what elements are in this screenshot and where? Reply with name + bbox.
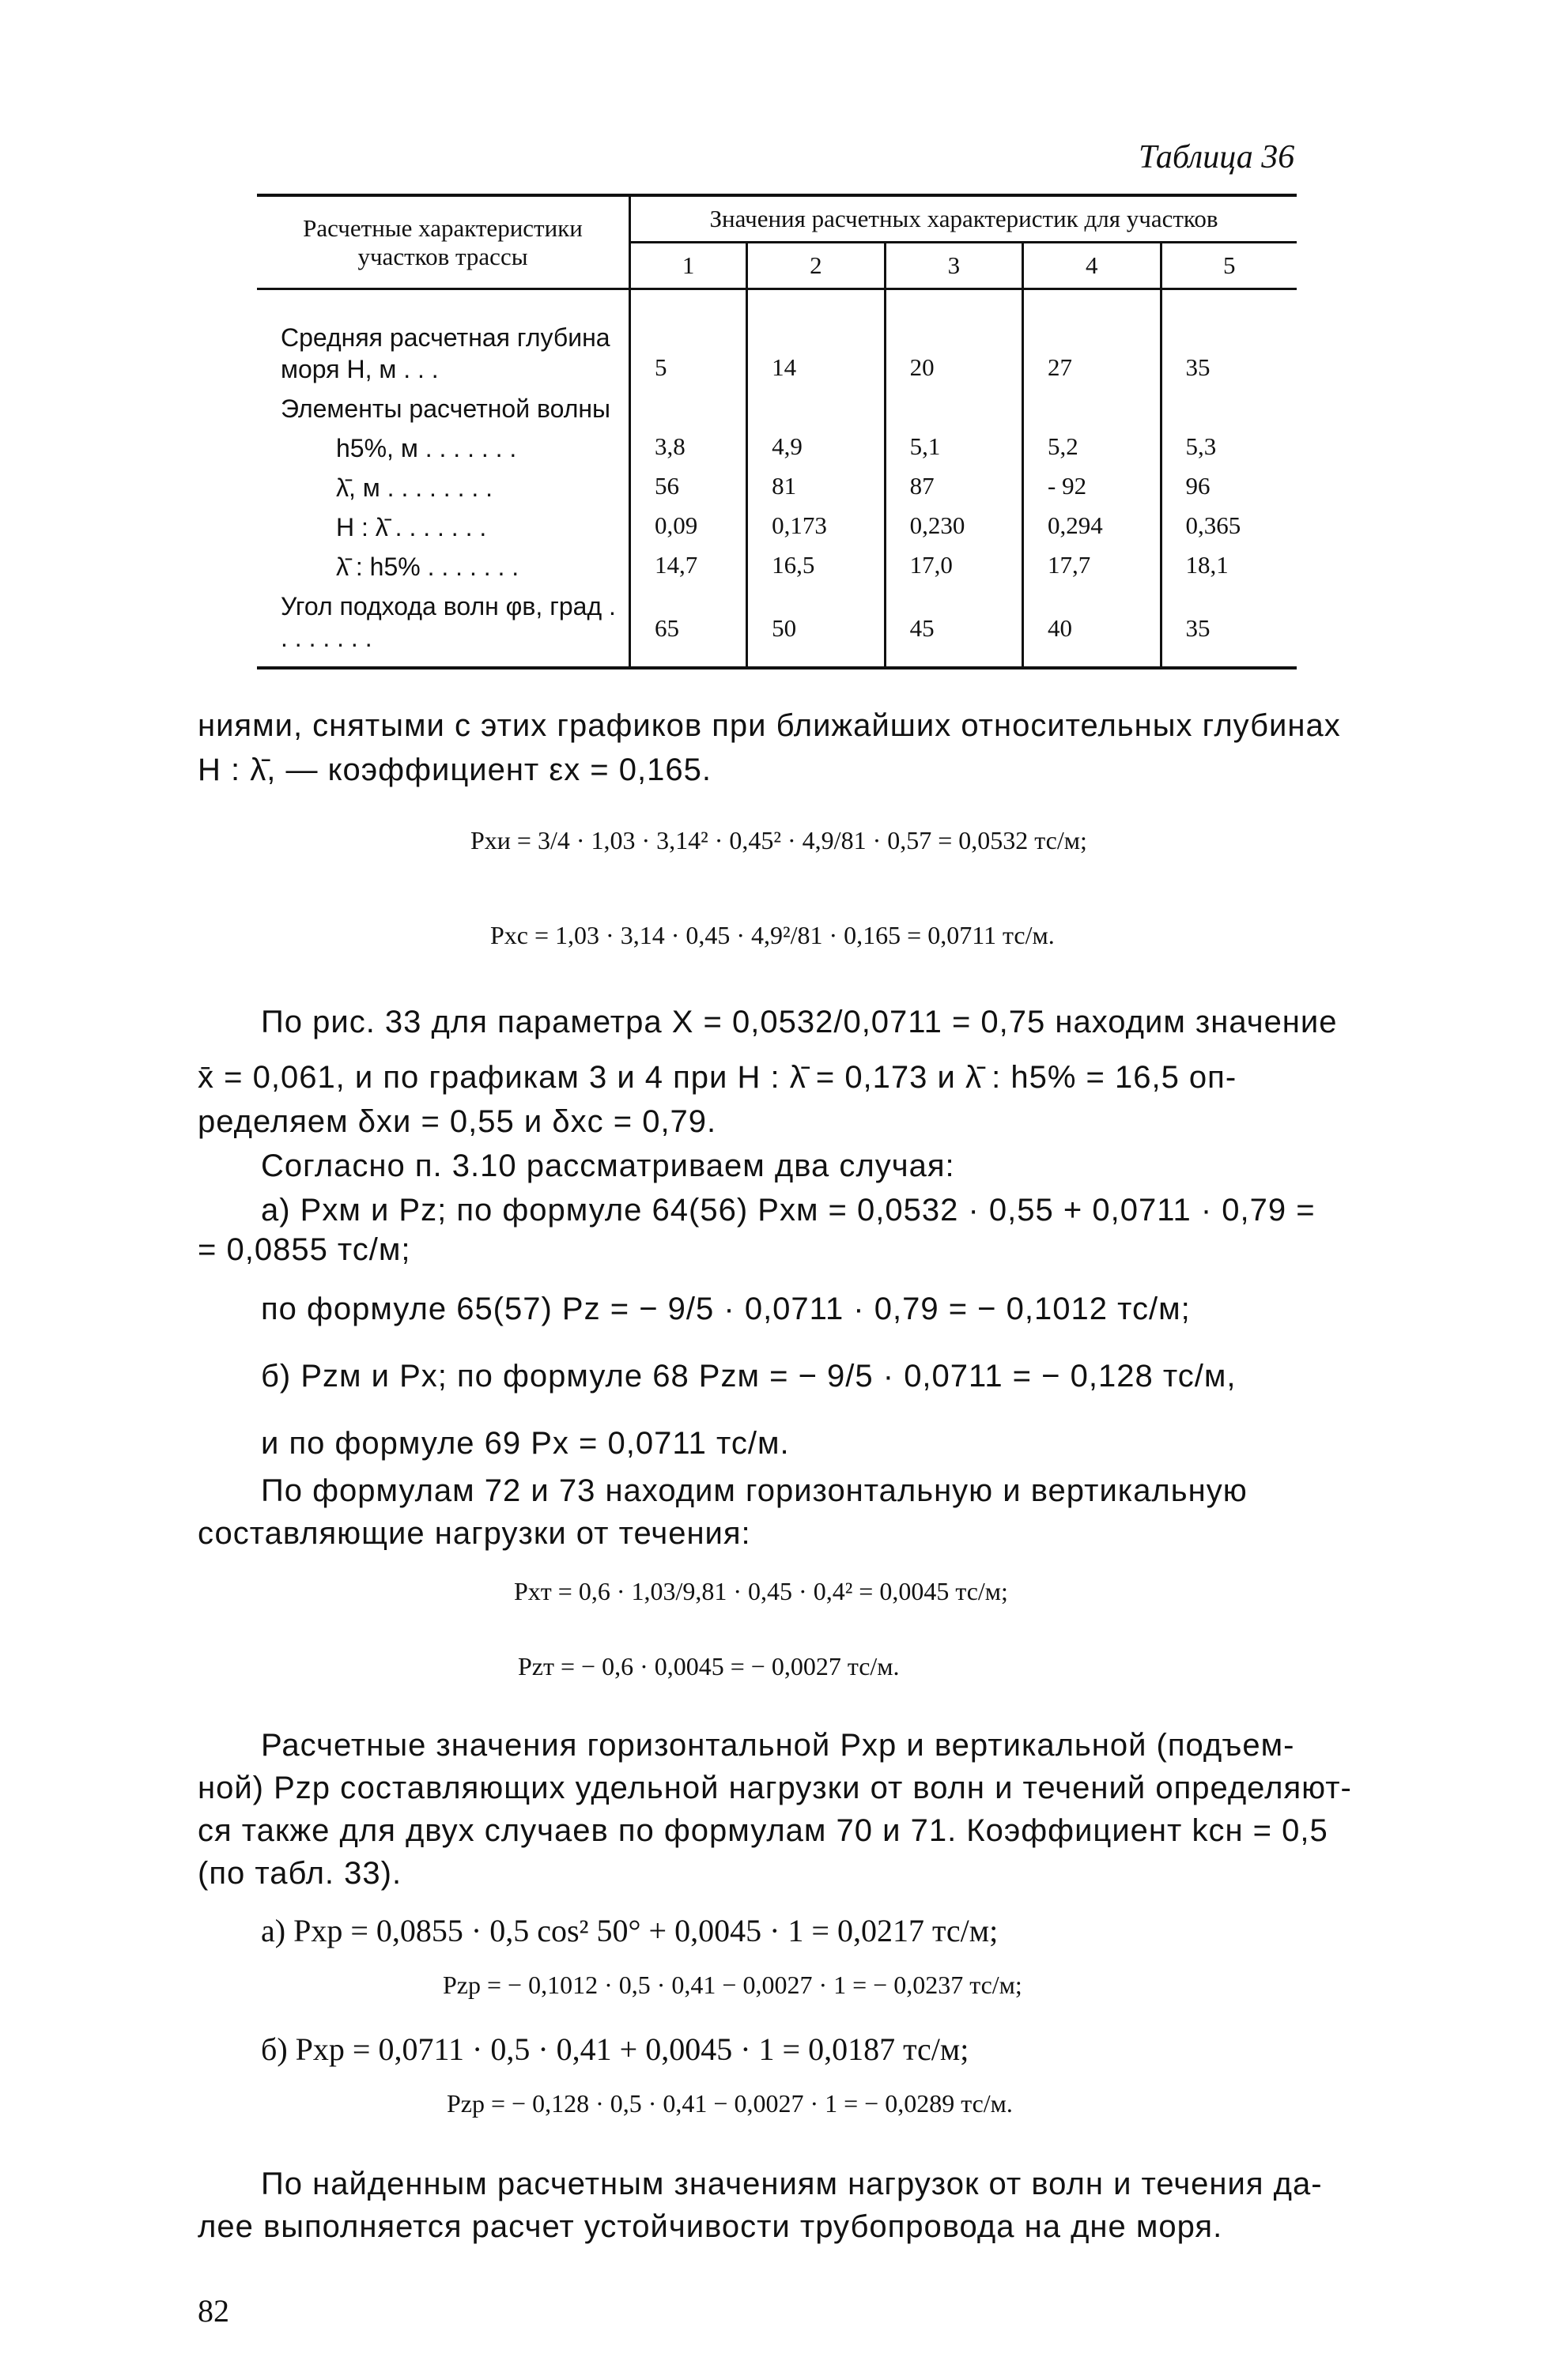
- page-number: 82: [198, 2293, 229, 2329]
- paragraph-line: ной) Pzр составляющих удельной нагрузки от волн и течений определяют-: [198, 1771, 1352, 1805]
- paragraph-line: = 0,0855 тс/м;: [198, 1232, 411, 1267]
- table-header-group: Значения расчетных характеристик для участков: [630, 195, 1297, 243]
- cell: 20: [885, 289, 1022, 394]
- formula-p-xr-b: б) Pxр = 0,0711 · 0,5 · 0,41 + 0,0045 · 1 = 0,0187 тс/м;: [261, 2031, 969, 2067]
- formula-p-zr-a: Pzр = − 0,1012 · 0,5 · 0,41 − 0,0027 · 1 = − 0,0237 тс/м;: [443, 1971, 1022, 1999]
- cell: 65: [630, 590, 747, 668]
- formula-p-xt: Pxт = 0,6 · 1,03/9,81 · 0,45 · 0,4² = 0,0045 тс/м;: [514, 1577, 1008, 1605]
- cell: 35: [1161, 590, 1297, 668]
- cell: [1023, 393, 1161, 432]
- cell: 0,173: [747, 511, 885, 551]
- paragraph-line: Расчетные значения горизонтальной Pxр и вертикальной (подъем-: [261, 1728, 1295, 1763]
- data-table: [257, 194, 1297, 669]
- paragraph-line: ся также для двух случаев по формулам 70 и 71. Коэффициент kсн = 0,5: [198, 1813, 1328, 1848]
- table-row: [257, 511, 1297, 551]
- cell: 5,2: [1023, 432, 1161, 472]
- cell: 17,0: [885, 551, 1022, 590]
- paragraph-line: По рис. 33 для параметра X = 0,0532/0,0711 = 0,75 находим значение: [261, 1005, 1338, 1039]
- cell: 18,1: [1161, 551, 1297, 590]
- formula-p-zt: Pzт = − 0,6 · 0,0045 = − 0,0027 тс/м.: [518, 1652, 900, 1680]
- paragraph-line: H : λ̄, — коэффициент εx = 0,165.: [198, 752, 712, 787]
- table-row: [257, 393, 1297, 432]
- paragraph-line: Согласно п. 3.10 рассматриваем два случая:: [261, 1149, 955, 1183]
- table-row: [257, 289, 1297, 394]
- paragraph-line: и по формуле 69 Px = 0,0711 тс/м.: [261, 1426, 790, 1461]
- paragraph-line: По формулам 72 и 73 находим горизонтальную и вертикальную: [261, 1473, 1248, 1508]
- cell: 96: [1161, 472, 1297, 511]
- cell: 5,3: [1161, 432, 1297, 472]
- row-label: Элементы расчетной волны: [281, 394, 611, 423]
- cell: 35: [1161, 289, 1297, 394]
- cell: 0,09: [630, 511, 747, 551]
- cell: 50: [747, 590, 885, 668]
- cell: 81: [747, 472, 885, 511]
- cell: 87: [885, 472, 1022, 511]
- cell: [630, 393, 747, 432]
- table-caption: Таблица 36: [1139, 139, 1295, 175]
- formula-p-xs: Pxс = 1,03 · 3,14 · 0,45 · 4,9²/81 · 0,165 = 0,0711 тс/м.: [490, 921, 1055, 949]
- paragraph-line: (по табл. 33).: [198, 1856, 402, 1891]
- formula-p-xr-a: а) Pxр = 0,0855 · 0,5 cos² 50° + 0,0045 · 1 = 0,0217 тс/м;: [261, 1913, 999, 1948]
- table-col-5: 5: [1161, 243, 1297, 289]
- cell: [1161, 393, 1297, 432]
- paragraph-line: ниями, снятыми с этих графиков при ближайших относительных глубинах: [198, 708, 1341, 743]
- table-col-2: 2: [747, 243, 885, 289]
- cell: 27: [1023, 289, 1161, 394]
- cell: 17,7: [1023, 551, 1161, 590]
- row-label: H : λ̄ . . . . . . .: [336, 513, 487, 541]
- paragraph-line: x̄ = 0,061, и по графикам 3 и 4 при H : λ̄ = 0,173 и λ̄ : h5% = 16,5 оп-: [198, 1060, 1237, 1095]
- cell: 0,294: [1023, 511, 1161, 551]
- cell: [747, 393, 885, 432]
- cell: [885, 393, 1022, 432]
- row-label: Угол подхода волн φв, град . . . . . . . .: [257, 590, 630, 668]
- cell: 14: [747, 289, 885, 394]
- cell: 4,9: [747, 432, 885, 472]
- table-col-4: 4: [1023, 243, 1161, 289]
- paragraph-line: составляющие нагрузки от течения:: [198, 1516, 751, 1551]
- paragraph-line: а) Pxм и Pz; по формуле 64(56) Pxм = 0,0532 · 0,55 + 0,0711 · 0,79 =: [261, 1193, 1316, 1228]
- cell: 16,5: [747, 551, 885, 590]
- formula-p-xi: Pxи = 3/4 · 1,03 · 3,14² · 0,45² · 4,9/81 · 0,57 = 0,0532 тс/м;: [470, 826, 1087, 854]
- table-row: [257, 432, 1297, 472]
- paragraph-line: По найденным расчетным значениям нагрузок от волн и течения да-: [261, 2167, 1323, 2201]
- cell: 0,230: [885, 511, 1022, 551]
- cell: 3,8: [630, 432, 747, 472]
- cell: 0,365: [1161, 511, 1297, 551]
- cell: 14,7: [630, 551, 747, 590]
- table-col-3: 3: [885, 243, 1022, 289]
- cell: - 92: [1023, 472, 1161, 511]
- row-label: Средняя расчетная глубина моря H, м . . .: [281, 323, 610, 383]
- paragraph-line: б) Pzм и Px; по формуле 68 Pzм = − 9/5 · 0,0711 = − 0,128 тс/м,: [261, 1359, 1237, 1394]
- cell: 5: [630, 289, 747, 394]
- paragraph-line: лее выполняется расчет устойчивости трубопровода на дне моря.: [198, 2209, 1223, 2244]
- row-label: λ̄ : h5% . . . . . . .: [336, 553, 519, 581]
- table-col-1: 1: [630, 243, 747, 289]
- paragraph-line: ределяем δxи = 0,55 и δxс = 0,79.: [198, 1104, 717, 1139]
- cell: 56: [630, 472, 747, 511]
- table-row: [257, 551, 1297, 590]
- cell: 40: [1023, 590, 1161, 668]
- cell: 45: [885, 590, 1022, 668]
- table-row: [257, 472, 1297, 511]
- paragraph-line: по формуле 65(57) Pz = − 9/5 · 0,0711 · 0,79 = − 0,1012 тс/м;: [261, 1292, 1191, 1326]
- table-header-left: Расчетные характеристики участков трассы: [257, 195, 630, 289]
- row-label: h5%, м . . . . . . .: [336, 434, 517, 462]
- table-row: [257, 590, 1297, 668]
- row-label: λ̄, м . . . . . . . .: [336, 473, 493, 502]
- formula-p-zr-b: Pzр = − 0,128 · 0,5 · 0,41 − 0,0027 · 1 = − 0,0289 тс/м.: [447, 2089, 1013, 2118]
- cell: 5,1: [885, 432, 1022, 472]
